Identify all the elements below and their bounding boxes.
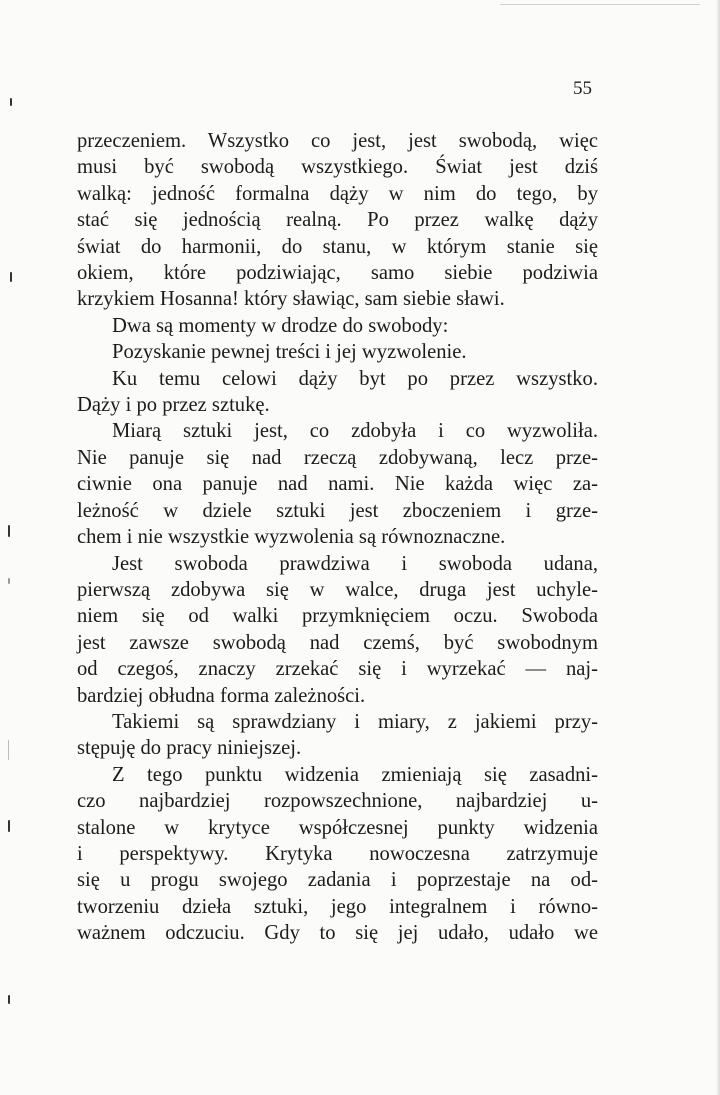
text-line: stalone w krytyce współczesnej punkty widzenia [77,816,598,839]
text-line: Ku temu celowi dąży byt po przez wszystko. [112,367,598,390]
text-line: świat do harmonii, do stanu, w którym stanie się [77,235,598,258]
text-line: od czegoś, znaczy zrzekać się i wyrzekać — naj- [77,658,598,681]
text-line: czo najbardziej rozpowszechnione, najbardziej u- [77,790,598,813]
binding-mark [10,272,12,282]
text-line: jest zawsze swobodą nad czemś, być swobodnym [77,631,598,654]
text-line: tworzeniu dzieła sztuki, jego integralnem i równo- [77,895,598,918]
text-line: Dąży i po przez sztukę. [77,394,270,417]
text-line: Miarą sztuki jest, co zdobyła i co wyzwoliła. [112,420,598,443]
text-line: ciwnie ona panuje nad nami. Nie każda więc za- [77,473,598,496]
page-edge-right [716,0,720,1095]
text-line: i perspektywy. Krytyka nowoczesna zatrzymuje [77,842,598,865]
text-line: krzykiem Hosanna! który sławiąc, sam siebie sławi. [77,288,505,311]
text-line: chem i nie wszystkie wyzwolenia są równoznaczne. [77,526,506,549]
text-line: Dwa są momenty w drodze do swobody: [112,314,449,337]
text-line: bardziej obłudna forma zależności. [77,684,366,707]
text-line: stać się jednością realną. Po przez walkę dąży [77,209,598,232]
text-line: się u progu swojego zadania i poprzestaje na od- [77,869,598,892]
text-line: musi być swobodą wszystkiego. Świat jest dziś [77,156,598,179]
binding-mark [8,740,9,760]
binding-mark [10,98,12,106]
text-line: przeczeniem. Wszystko co jest, jest swobodą, więc [77,130,598,152]
text-line: walką: jedność formalna dąży w nim do tego, by [77,182,598,205]
binding-mark [8,820,10,832]
text-line: Nie panuje się nad rzeczą zdobywaną, lecz prze- [77,446,598,469]
binding-mark [8,525,10,537]
text-line: ważnem odczuciu. Gdy to się jej udało, udało we [77,922,598,945]
text-line: okiem, które podziwiając, samo siebie podziwia [77,262,598,285]
text-line: Z tego punktu widzenia zmieniają się zasadni- [112,763,598,786]
text-line: Takiemi są sprawdziany i miary, z jakiemi przy- [112,710,598,733]
text-line: stępuję do pracy niniejszej. [77,737,302,760]
text-line: leżność w dziele sztuki jest zboczeniem i grze- [77,499,598,522]
page-edge-top [500,4,700,5]
binding-mark [8,995,10,1004]
text-line: Pozyskanie pewnej treści i jej wyzwolenie. [112,341,467,364]
text-line: pierwszą zdobywa się w walce, druga jest uchyle- [77,578,598,601]
text-line: niem się od walki przymknięciem oczu. Swoboda [77,605,598,628]
page-number: 55 [573,78,592,99]
text-line: Jest swoboda prawdziwa i swoboda udana, [112,552,598,575]
body-text [77,128,598,947]
binding-mark [8,578,10,584]
